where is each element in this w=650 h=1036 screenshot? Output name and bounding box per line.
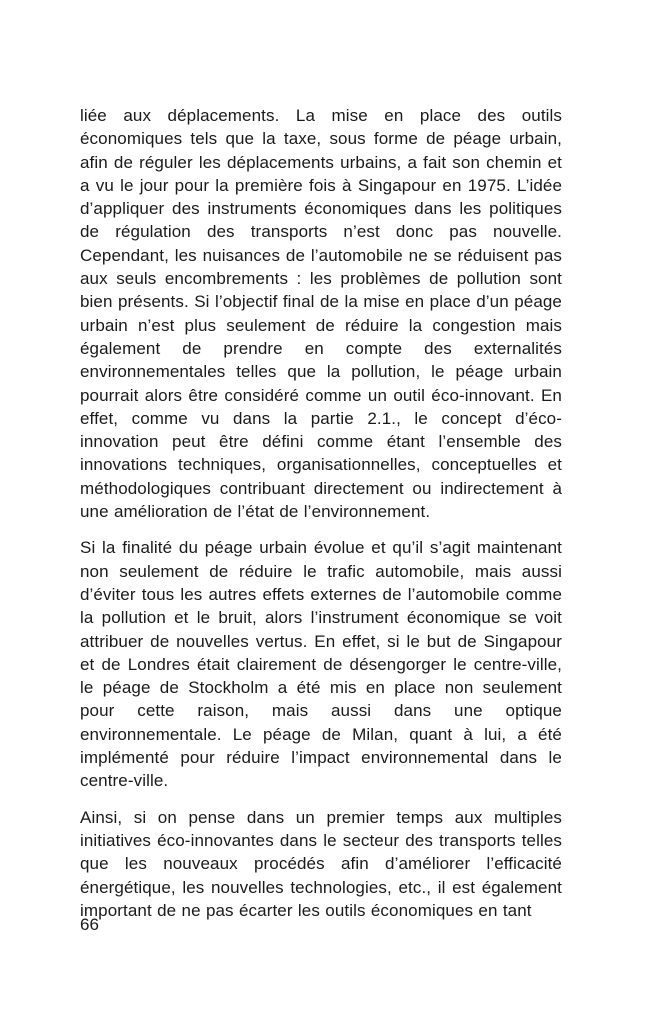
body-text [80,104,562,935]
paragraph: liée aux déplacements. La mise en place des outils économiques tels que la taxe, sous forme de péage urbain, afin de réguler les déplacements urbains, a fait son chemin et a vu le jour pour la première fois à Singapour en 1975. L’idée d’appliquer des instruments économiques dans les politiques de régulation des transports n’est donc pas nouvelle. Cependant, les nuisances de l’automobile ne se réduisent pas aux seuls encombrements : les problèmes de pollution sont bien présents. Si l’objectif final de la mise en place d’un péage urbain n’est plus seulement de réduire la congestion mais également de prendre en compte des externalités environnementales telles que la pollution, le péage urbain pourrait alors être considéré comme un outil éco-innovant. En effet, comme vu dans la partie 2.1., le concept d’éco-innovation peut être défini comme étant l’ensemble des innovations techniques, organisationnelles, conceptuelles et méthodologiques contribuant directement ou indirectement à une amélioration de l’état de l’environnement. [80,106,562,522]
paragraph: Ainsi, si on pense dans un premier temps aux multiples initiatives éco-innovantes dans le secteur des transports telles que les nouveaux procédés afin d’améliorer l’efficacité énergétique, les nouvelles technologies, etc., il est également important de ne pas écarter les outils économiques en tant [80,807,562,920]
page-number: 66 [80,915,99,934]
paragraph: Si la finalité du péage urbain évolue et qu’il s’agit maintenant non seulement de réduire le trafic automobile, mais aussi d’éviter tous les autres effets externes de l’automobile comme la pollution et le bruit, alors l’instrument économique se voit attribuer de nouvelles vertus. En effet, si le but de Singapour et de Londres était clairement de désengorger le centre-ville, le péage de Stockholm a été mis en place non seulement pour cette raison, mais aussi dans une optique environnementale. Le péage de Milan, quant à lui, a été implémenté pour réduire l’impact environnemental dans le centre-ville. [80,538,562,791]
